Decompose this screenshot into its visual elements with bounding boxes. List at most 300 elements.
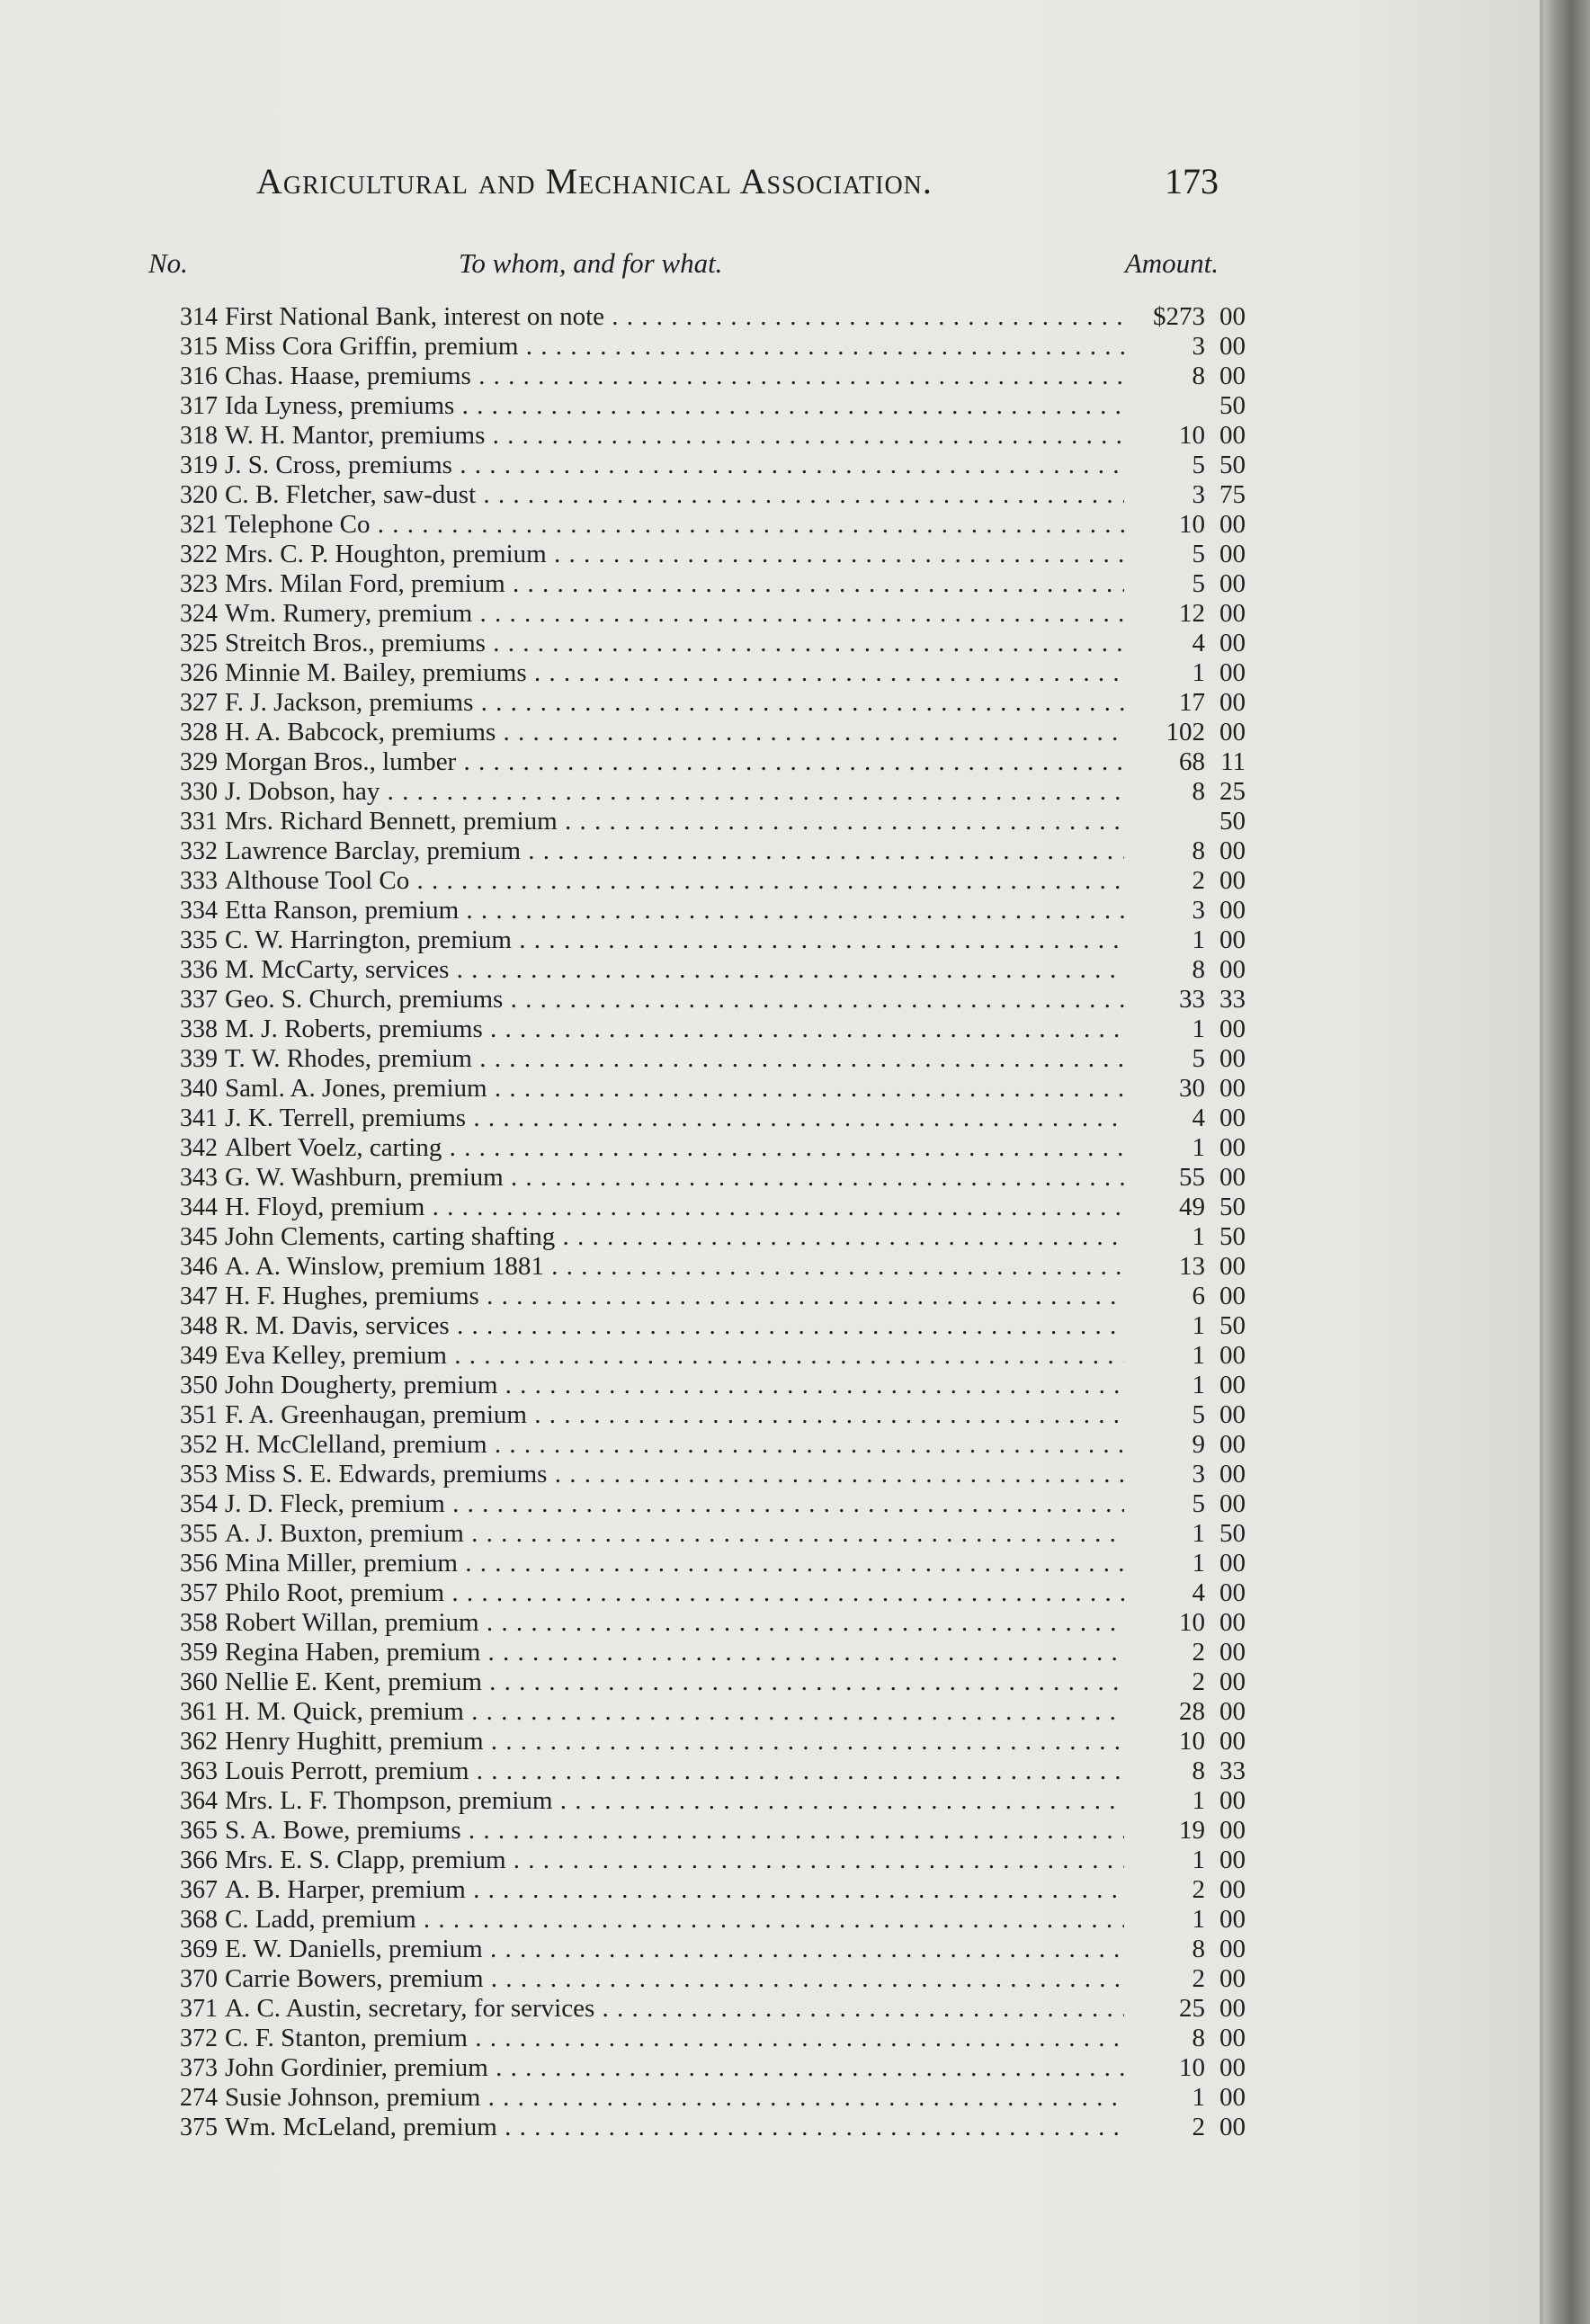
ledger-row (144, 1727, 1246, 1756)
amount-cents: 00 (1219, 1964, 1246, 1993)
column-header-description: To whom, and for what. (459, 247, 723, 279)
amount-dollars: 8 (1192, 2024, 1205, 2052)
amount-cents: 00 (1219, 1252, 1246, 1281)
entry-description: J. K. Terrell, premiums . . . (225, 1104, 1124, 1133)
amount-cents: 50 (1219, 1193, 1246, 1221)
amount-dollars: 5 (1192, 540, 1205, 568)
amount-cents: 00 (1219, 540, 1246, 568)
entry-number: 349 (180, 1342, 218, 1370)
entry-description: Susie Johnson, premium . . . (225, 2083, 1124, 2113)
ledger-row (144, 1994, 1246, 2024)
entry-number: 362 (180, 1728, 218, 1756)
amount-dollars: 1 (1192, 925, 1205, 954)
entry-description: Miss Cora Griffin, premium . . . (225, 332, 1124, 362)
ledger-row (144, 510, 1246, 540)
amount-cents: 11 (1220, 747, 1246, 776)
entry-description: Louis Perrott, premium . . . (225, 1756, 1124, 1786)
amount-cents: 50 (1219, 451, 1246, 479)
entry-number: 361 (180, 1698, 218, 1726)
amount-dollars: 19 (1179, 1816, 1205, 1845)
entry-description: Eva Kelley, premium . . . (225, 1341, 1124, 1371)
amount-dollars: $273 (1153, 302, 1205, 331)
entry-description: John Gordinier, premium . . . (225, 2053, 1124, 2083)
amount-cents: 00 (1219, 510, 1246, 539)
column-header-amount: Amount. (1124, 247, 1219, 279)
page-header (256, 160, 1219, 205)
entry-number: 315 (180, 333, 218, 361)
entry-number: 375 (180, 2114, 218, 2141)
entry-number: 358 (180, 1609, 218, 1637)
ledger-row (144, 1935, 1246, 1964)
ledger-row (144, 866, 1246, 896)
amount-dollars: 1 (1192, 1341, 1205, 1370)
entry-description: E. W. Daniells, premium . . . (225, 1935, 1124, 1964)
ledger-row (144, 747, 1246, 777)
ledger-row (144, 1816, 1246, 1846)
amount-cents: 00 (1219, 658, 1246, 687)
amount-cents: 00 (1219, 599, 1246, 628)
amount-cents: 00 (1219, 569, 1246, 598)
amount-cents: 75 (1219, 480, 1246, 509)
entry-description: Streitch Bros., premiums . . . (225, 629, 1124, 658)
entry-description: Nellie E. Kent, premium . . . (225, 1667, 1124, 1697)
entry-description: Morgan Bros., lumber . . . (225, 747, 1124, 777)
ledger-row (144, 1578, 1246, 1608)
entry-number: 342 (180, 1134, 218, 1162)
amount-dollars: 8 (1192, 1756, 1205, 1785)
amount-dollars: 33 (1179, 985, 1205, 1014)
amount-dollars: 6 (1192, 1282, 1205, 1310)
entry-description: Mrs. Milan Ford, premium . . . (225, 569, 1124, 599)
ledger-row (144, 1311, 1246, 1341)
entry-number: 369 (180, 1935, 218, 1963)
amount-cents: 00 (1219, 2024, 1246, 2052)
entry-description: H. M. Quick, premium . . . (225, 1697, 1124, 1727)
amount-cents: 00 (1219, 1015, 1246, 1043)
entry-description: Robert Willan, premium . . . (225, 1608, 1124, 1638)
entry-number: 345 (180, 1223, 218, 1251)
entry-description: Miss S. E. Edwards, premiums . . . (225, 1460, 1124, 1489)
ledger-row (144, 362, 1246, 391)
entry-number: 359 (180, 1639, 218, 1667)
entry-description: A. A. Winslow, premium 1881 . . . (225, 1252, 1124, 1282)
ledger-row (144, 985, 1246, 1015)
ledger-row (144, 1074, 1246, 1104)
amount-dollars: 12 (1179, 599, 1205, 628)
ledger-row (144, 1163, 1246, 1193)
amount-cents: 00 (1219, 1489, 1246, 1518)
amount-cents: 00 (1219, 1667, 1246, 1696)
entry-number: 357 (180, 1579, 218, 1607)
entry-description: Mrs. L. F. Thompson, premium . . . (225, 1786, 1124, 1816)
amount-dollars: 5 (1192, 1489, 1205, 1518)
entry-description: Mrs. Richard Bennett, premium . . . (225, 807, 1124, 836)
amount-dollars: 8 (1192, 1935, 1205, 1963)
amount-cents: 00 (1219, 1578, 1246, 1607)
amount-cents: 00 (1219, 1430, 1246, 1459)
amount-dollars: 5 (1192, 451, 1205, 479)
entry-description: M. J. Roberts, premiums . . . (225, 1015, 1124, 1044)
entry-number: 326 (180, 659, 218, 687)
entry-number: 371 (180, 1995, 218, 2023)
entry-description: A. B. Harper, premium . . . (225, 1875, 1124, 1905)
entry-number: 331 (180, 808, 218, 836)
entry-description: Telephone Co . . . (225, 510, 1124, 540)
entry-description: J. S. Cross, premiums . . . (225, 451, 1124, 480)
entry-number: 352 (180, 1431, 218, 1459)
amount-cents: 50 (1219, 391, 1246, 420)
entry-number: 330 (180, 778, 218, 806)
amount-cents: 00 (1219, 1846, 1246, 1874)
ledger-row (144, 1193, 1246, 1222)
amount-cents: 00 (1219, 2053, 1246, 2082)
amount-cents: 50 (1219, 807, 1246, 836)
ledger-row (144, 658, 1246, 688)
ledger-row (144, 1756, 1246, 1786)
entry-number: 347 (180, 1283, 218, 1310)
ledger-row (144, 332, 1246, 362)
entry-number: 341 (180, 1104, 218, 1132)
entry-description: John Dougherty, premium . . . (225, 1371, 1124, 1400)
amount-dollars: 1 (1192, 1905, 1205, 1934)
amount-cents: 00 (1219, 1400, 1246, 1429)
entry-number: 314 (180, 303, 218, 331)
amount-cents: 00 (1219, 1786, 1246, 1815)
entry-number: 364 (180, 1787, 218, 1815)
ledger-row (144, 2113, 1246, 2142)
amount-cents: 50 (1219, 1519, 1246, 1548)
entry-number: 363 (180, 1757, 218, 1785)
entry-description: M. McCarty, services . . . (225, 955, 1124, 985)
amount-dollars: 1 (1192, 2083, 1205, 2112)
amount-dollars: 2 (1192, 1667, 1205, 1696)
entry-description: First National Bank, interest on note . . . (225, 302, 1124, 332)
ledger-row (144, 451, 1246, 480)
entry-number: 360 (180, 1668, 218, 1696)
entry-number: 367 (180, 1876, 218, 1904)
entry-description: R. M. Davis, services . . . (225, 1311, 1124, 1341)
book-binding (1543, 0, 1590, 2324)
running-title: Agricultural and Mechanical Association. (256, 161, 933, 201)
entry-description: H. Floyd, premium . . . (225, 1193, 1124, 1222)
entry-number: 344 (180, 1193, 218, 1221)
amount-cents: 00 (1219, 1697, 1246, 1726)
entry-number: 328 (180, 719, 218, 746)
entry-description: H. McClelland, premium . . . (225, 1430, 1124, 1460)
amount-cents: 00 (1219, 1282, 1246, 1310)
entry-description: Saml. A. Jones, premium . . . (225, 1074, 1124, 1104)
ledger-row (144, 1104, 1246, 1133)
entry-description: Minnie M. Bailey, premiums . . . (225, 658, 1124, 688)
amount-dollars: 2 (1192, 1964, 1205, 1993)
amount-dollars: 49 (1179, 1193, 1205, 1221)
ledger-row (144, 1549, 1246, 1578)
amount-dollars: 2 (1192, 2113, 1205, 2141)
amount-dollars: 8 (1192, 777, 1205, 806)
ledger-row (144, 718, 1246, 747)
entry-description: Mrs. C. P. Houghton, premium . . . (225, 540, 1124, 569)
ledger-row (144, 896, 1246, 925)
amount-dollars: 4 (1192, 1578, 1205, 1607)
ledger-row (144, 480, 1246, 510)
amount-dollars: 1 (1192, 1371, 1205, 1399)
entry-number: 366 (180, 1846, 218, 1874)
entry-number: 350 (180, 1372, 218, 1399)
amount-dollars: 3 (1192, 1460, 1205, 1488)
amount-dollars: 1 (1192, 1222, 1205, 1251)
ledger-row (144, 1015, 1246, 1044)
entry-number: 348 (180, 1312, 218, 1340)
amount-dollars: 1 (1192, 1133, 1205, 1162)
entry-description: J. Dobson, hay . . . (225, 777, 1124, 807)
entry-number: 332 (180, 837, 218, 865)
ledger-row (144, 569, 1246, 599)
amount-dollars: 10 (1179, 510, 1205, 539)
amount-cents: 00 (1219, 1044, 1246, 1073)
ledger-row (144, 1964, 1246, 1994)
entry-description: C. F. Stanton, premium . . . (225, 2024, 1124, 2053)
amount-dollars: 3 (1192, 896, 1205, 925)
ledger-row (144, 540, 1246, 569)
amount-cents: 33 (1219, 1756, 1246, 1785)
entry-description: Henry Hughitt, premium . . . (225, 1727, 1124, 1756)
amount-dollars: 1 (1192, 1786, 1205, 1815)
entry-number: 320 (180, 481, 218, 509)
amount-dollars: 8 (1192, 955, 1205, 984)
amount-cents: 00 (1219, 955, 1246, 984)
ledger-row (144, 629, 1246, 658)
entry-description: F. A. Greenhaugan, premium . . . (225, 1400, 1124, 1430)
ledger-row (144, 1133, 1246, 1163)
amount-dollars: 3 (1192, 332, 1205, 361)
amount-dollars: 9 (1192, 1430, 1205, 1459)
entry-description: Etta Ranson, premium . . . (225, 896, 1124, 925)
entry-number: 372 (180, 2025, 218, 2052)
ledger-row (144, 1697, 1246, 1727)
ledger-entries (144, 302, 1246, 2142)
amount-cents: 00 (1219, 1608, 1246, 1637)
ledger-row (144, 1489, 1246, 1519)
amount-dollars: 102 (1166, 718, 1205, 746)
amount-dollars: 2 (1192, 1875, 1205, 1904)
amount-dollars: 4 (1192, 629, 1205, 657)
entry-number: 334 (180, 897, 218, 925)
entry-number: 339 (180, 1045, 218, 1073)
entry-number: 323 (180, 570, 218, 598)
entry-number: 365 (180, 1817, 218, 1845)
column-headers (148, 247, 1219, 283)
entry-number: 316 (180, 362, 218, 390)
ledger-row (144, 1608, 1246, 1638)
ledger-row (144, 1846, 1246, 1875)
entry-number: 274 (180, 2084, 218, 2112)
ledger-row (144, 2024, 1246, 2053)
entry-number: 373 (180, 2054, 218, 2082)
amount-cents: 00 (1219, 1163, 1246, 1192)
entry-number: 324 (180, 600, 218, 628)
amount-dollars: 1 (1192, 1015, 1205, 1043)
ledger-row (144, 1667, 1246, 1697)
entry-description: H. F. Hughes, premiums . . . (225, 1282, 1124, 1311)
amount-cents: 00 (1219, 1727, 1246, 1756)
amount-cents: 00 (1219, 718, 1246, 746)
amount-cents: 00 (1219, 896, 1246, 925)
amount-cents: 00 (1219, 1104, 1246, 1132)
amount-dollars: 1 (1192, 1846, 1205, 1874)
amount-cents: 00 (1219, 1816, 1246, 1845)
amount-cents: 00 (1219, 925, 1246, 954)
amount-dollars: 8 (1192, 836, 1205, 865)
entry-number: 329 (180, 748, 218, 776)
entry-description: Wm. Rumery, premium . . . (225, 599, 1124, 629)
amount-dollars: 1 (1192, 1519, 1205, 1548)
amount-cents: 00 (1219, 629, 1246, 657)
amount-dollars: 10 (1179, 1608, 1205, 1637)
amount-dollars: 30 (1179, 1074, 1205, 1103)
entry-description: Philo Root, premium . . . (225, 1578, 1124, 1608)
entry-description: C. W. Harrington, premium . . . (225, 925, 1124, 955)
amount-dollars: 5 (1192, 1400, 1205, 1429)
entry-number: 356 (180, 1550, 218, 1578)
entry-description: C. B. Fletcher, saw-dust . . . (225, 480, 1124, 510)
amount-cents: 00 (1219, 1935, 1246, 1963)
amount-cents: 00 (1219, 1994, 1246, 2023)
amount-dollars: 2 (1192, 866, 1205, 895)
amount-cents: 00 (1219, 866, 1246, 895)
amount-dollars: 28 (1179, 1697, 1205, 1726)
amount-dollars: 1 (1192, 658, 1205, 687)
entry-description: G. W. Washburn, premium . . . (225, 1163, 1124, 1193)
amount-cents: 50 (1219, 1222, 1246, 1251)
ledger-row (144, 421, 1246, 451)
ledger-row (144, 1786, 1246, 1816)
amount-dollars: 10 (1179, 421, 1205, 450)
amount-cents: 00 (1219, 2113, 1246, 2141)
amount-cents: 00 (1219, 1341, 1246, 1370)
amount-dollars: 25 (1179, 1994, 1205, 2023)
amount-cents: 00 (1219, 1371, 1246, 1399)
amount-cents: 00 (1219, 1905, 1246, 1934)
entry-number: 336 (180, 956, 218, 984)
amount-cents: 00 (1219, 1133, 1246, 1162)
amount-cents: 50 (1219, 1311, 1246, 1340)
entry-number: 355 (180, 1520, 218, 1548)
entry-number: 351 (180, 1401, 218, 1429)
entry-description: A. J. Buxton, premium . . . (225, 1519, 1124, 1549)
amount-cents: 25 (1219, 777, 1246, 806)
entry-description: Carrie Bowers, premium . . . (225, 1964, 1124, 1994)
entry-description: Albert Voelz, carting . . . (225, 1133, 1124, 1163)
amount-dollars: 8 (1192, 362, 1205, 390)
entry-number: 340 (180, 1075, 218, 1103)
entry-number: 368 (180, 1906, 218, 1934)
ledger-row (144, 1044, 1246, 1074)
entry-number: 325 (180, 630, 218, 657)
amount-dollars: 13 (1179, 1252, 1205, 1281)
ledger-row (144, 1430, 1246, 1460)
entry-number: 317 (180, 392, 218, 420)
amount-dollars: 17 (1179, 688, 1205, 717)
entry-description: F. J. Jackson, premiums . . . (225, 688, 1124, 718)
ledger-row (144, 1875, 1246, 1905)
ledger-row (144, 925, 1246, 955)
ledger-row (144, 807, 1246, 836)
entry-number: 354 (180, 1490, 218, 1518)
amount-dollars: 10 (1179, 2053, 1205, 2082)
ledger-row (144, 1222, 1246, 1252)
ledger-row (144, 777, 1246, 807)
entry-number: 346 (180, 1253, 218, 1281)
ledger-row (144, 2053, 1246, 2083)
amount-cents: 00 (1219, 1638, 1246, 1667)
amount-dollars: 55 (1179, 1163, 1205, 1192)
amount-dollars: 5 (1192, 1044, 1205, 1073)
entry-number: 343 (180, 1164, 218, 1192)
amount-cents: 00 (1219, 2083, 1246, 2112)
amount-cents: 00 (1219, 362, 1246, 390)
entry-description: Wm. McLeland, premium . . . (225, 2113, 1124, 2142)
amount-dollars: 4 (1192, 1104, 1205, 1132)
amount-cents: 00 (1219, 836, 1246, 865)
amount-dollars: 1 (1192, 1549, 1205, 1578)
entry-number: 318 (180, 422, 218, 450)
amount-dollars: 3 (1192, 480, 1205, 509)
entry-description: C. Ladd, premium . . . (225, 1905, 1124, 1935)
entry-number: 322 (180, 541, 218, 568)
entry-number: 353 (180, 1461, 218, 1488)
ledger-row (144, 1519, 1246, 1549)
ledger-row (144, 2083, 1246, 2113)
entry-description: T. W. Rhodes, premium . . . (225, 1044, 1124, 1074)
ledger-row (144, 1282, 1246, 1311)
amount-cents: 00 (1219, 1549, 1246, 1578)
entry-description: Geo. S. Church, premiums . . . (225, 985, 1124, 1015)
amount-dollars: 10 (1179, 1727, 1205, 1756)
ledger-row (144, 1460, 1246, 1489)
entry-number: 370 (180, 1965, 218, 1993)
entry-number: 333 (180, 867, 218, 895)
entry-description: H. A. Babcock, premiums . . . (225, 718, 1124, 747)
ledger-row (144, 1371, 1246, 1400)
ledger-row (144, 302, 1246, 332)
amount-cents: 00 (1219, 688, 1246, 717)
amount-cents: 00 (1219, 302, 1246, 331)
entry-number: 337 (180, 986, 218, 1014)
entry-number: 321 (180, 511, 218, 539)
amount-dollars: 5 (1192, 569, 1205, 598)
entry-description: S. A. Bowe, premiums . . . (225, 1816, 1124, 1846)
ledger-row (144, 955, 1246, 985)
entry-description: Regina Haben, premium . . . (225, 1638, 1124, 1667)
amount-dollars: 2 (1192, 1638, 1205, 1667)
entry-number: 319 (180, 451, 218, 479)
amount-cents: 33 (1219, 985, 1246, 1014)
ledger-row (144, 1400, 1246, 1430)
column-header-no: No. (148, 247, 188, 279)
entry-description: Chas. Haase, premiums . . . (225, 362, 1124, 391)
amount-cents: 00 (1219, 332, 1246, 361)
amount-cents: 00 (1219, 1460, 1246, 1488)
ledger-row (144, 1638, 1246, 1667)
page-number: 173 (1165, 161, 1219, 201)
amount-cents: 00 (1219, 421, 1246, 450)
amount-dollars: 68 (1179, 747, 1205, 776)
amount-dollars: 1 (1192, 1311, 1205, 1340)
ledger-row (144, 599, 1246, 629)
entry-description: Mina Miller, premium . . . (225, 1549, 1124, 1578)
ledger-row (144, 1252, 1246, 1282)
entry-description: Althouse Tool Co . . . (225, 866, 1124, 896)
